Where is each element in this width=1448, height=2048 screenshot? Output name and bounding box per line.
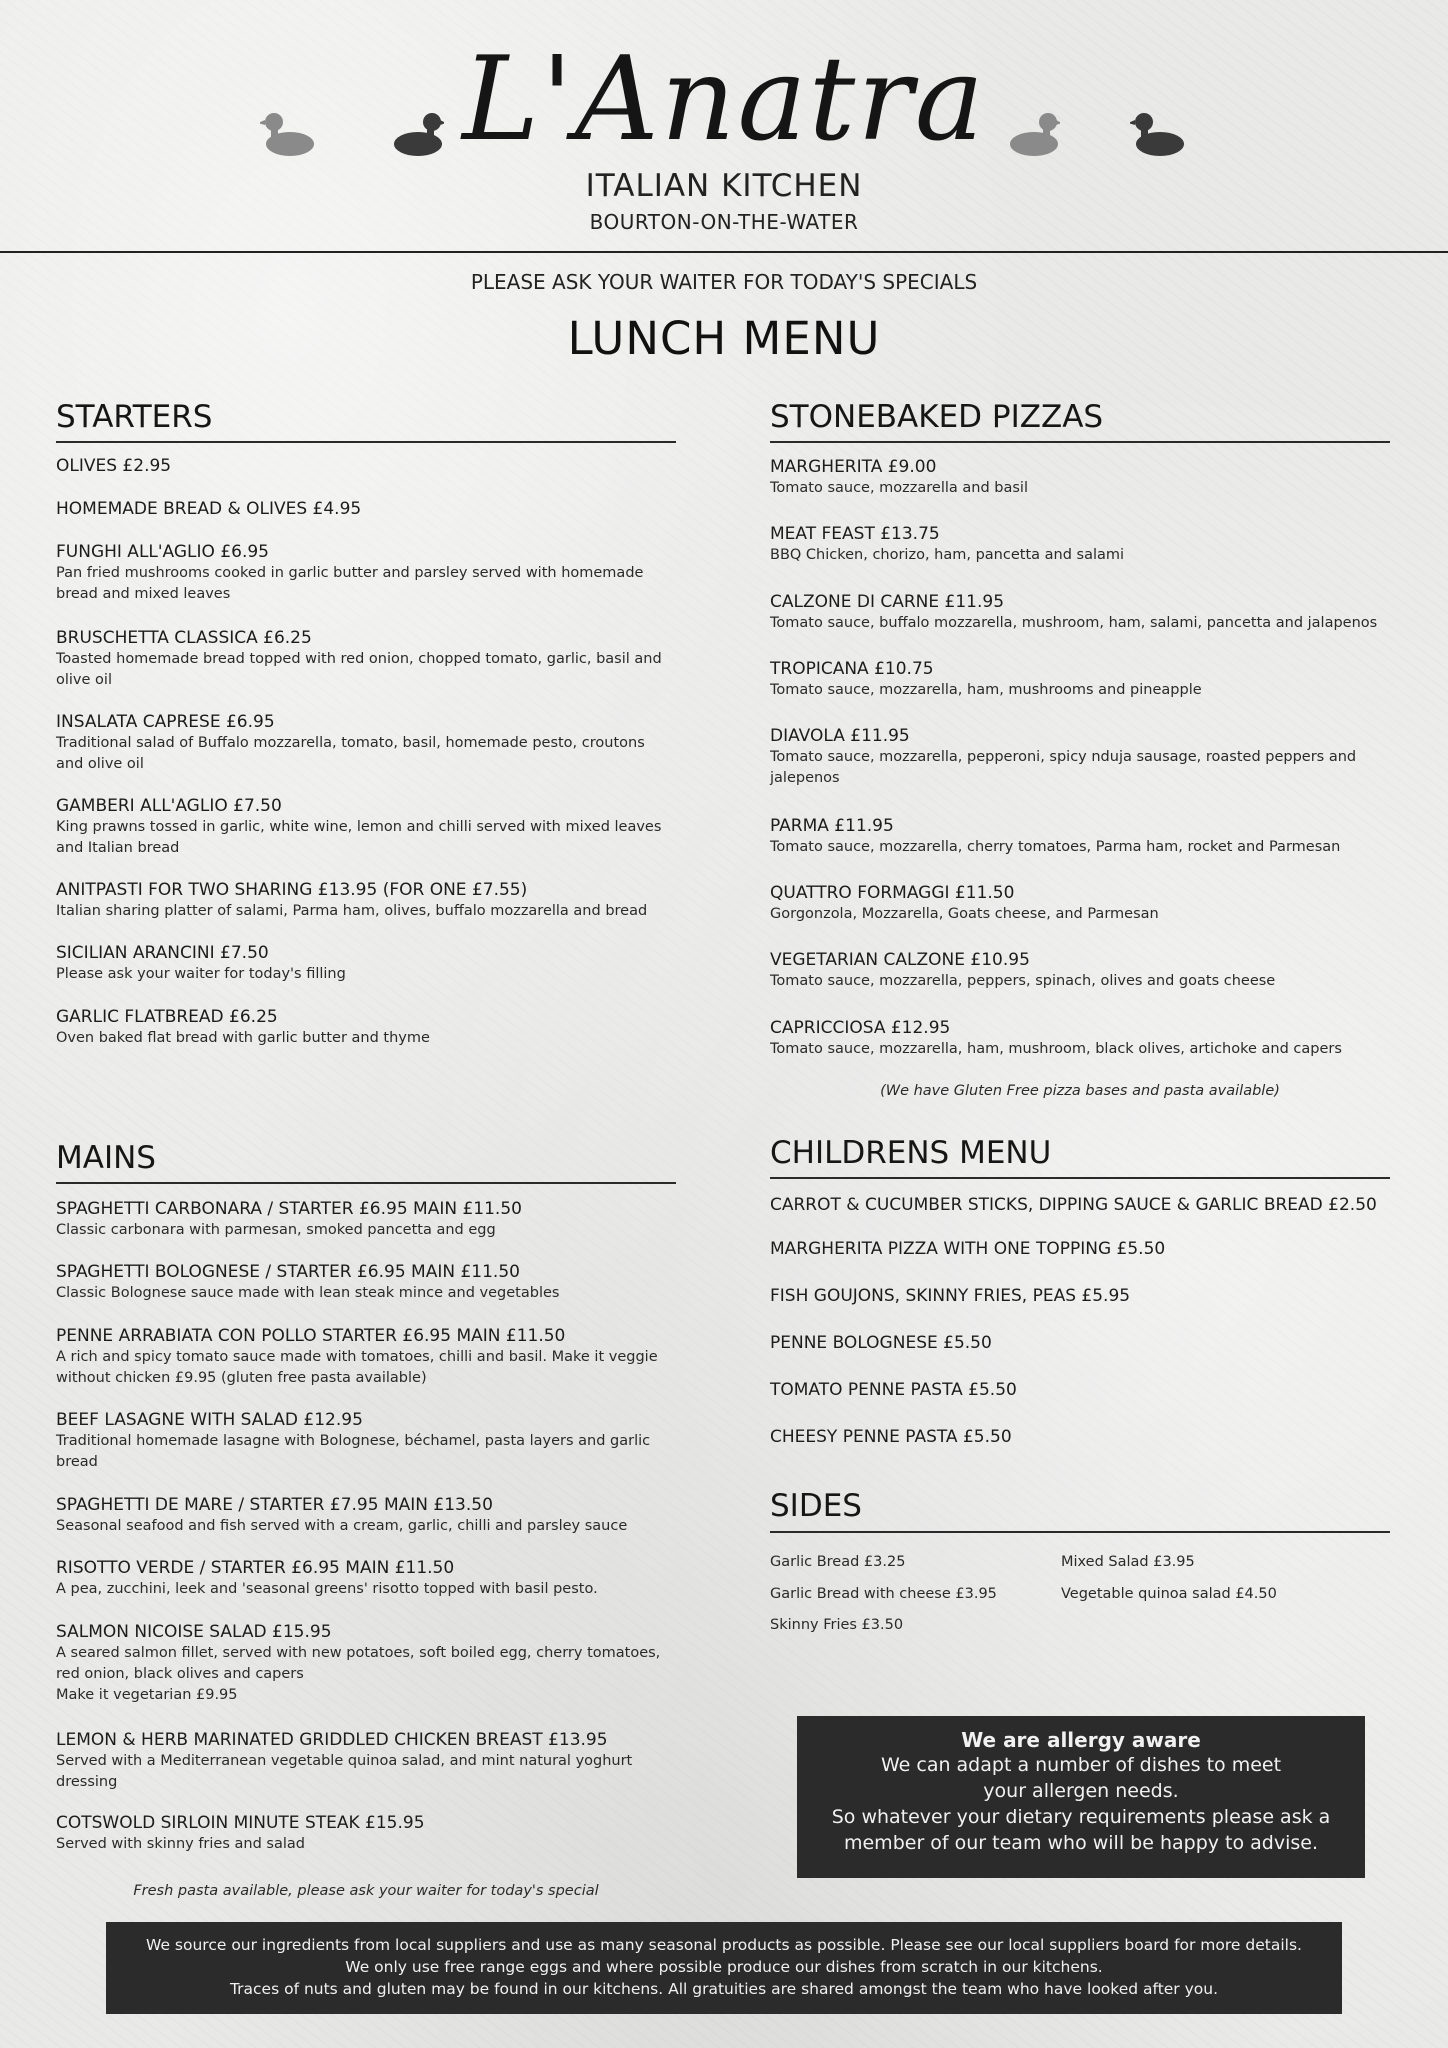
item-name: BRUSCHETTA CLASSICA £6.25 <box>56 628 312 648</box>
item-name: GARLIC FLATBREAD £6.25 <box>56 1007 278 1027</box>
item-name: PENNE ARRABIATA CON POLLO STARTER £6.95 MAIN £11.50 <box>56 1326 566 1346</box>
childrens-item: FISH GOUJONS, SKINNY FRIES, PEAS £5.95 <box>770 1286 1131 1306</box>
childrens-item: CHEESY PENNE PASTA £5.50 <box>770 1427 1012 1447</box>
allergy-title: We are allergy aware <box>961 1728 1201 1752</box>
item-name: INSALATA CAPRESE £6.95 <box>56 712 275 732</box>
starter-item <box>56 942 676 985</box>
side-item: Garlic Bread £3.25 <box>770 1554 906 1570</box>
item-description: Served with a Mediterranean vegetable quinoa salad, and mint natural yoghurt dressing <box>56 1753 633 1790</box>
mains-heading: MAINS <box>56 1140 156 1176</box>
childrens-item: TOMATO PENNE PASTA £5.50 <box>770 1380 1017 1400</box>
main-item <box>56 1261 676 1304</box>
allergy-line: We can adapt a number of dishes to meet <box>880 1754 1282 1776</box>
specials-note: PLEASE ASK YOUR WAITER FOR TODAY'S SPECIALS <box>470 270 978 294</box>
starter-item <box>56 627 676 691</box>
pizza-item <box>770 591 1410 634</box>
childrens-heading: CHILDRENS MENU <box>770 1135 1052 1171</box>
starters-divider <box>56 441 676 443</box>
pizza-item <box>770 523 1390 566</box>
pizzas-divider <box>770 441 1390 443</box>
item-name: SPAGHETTI DE MARE / STARTER £7.95 MAIN £13.50 <box>56 1495 493 1515</box>
pizza-item <box>770 456 1390 499</box>
restaurant-subtitle: ITALIAN KITCHEN <box>585 168 863 204</box>
item-description: BBQ Chicken, chorizo, ham, pancetta and salami <box>770 547 1125 563</box>
childrens-divider <box>770 1177 1390 1179</box>
pizza-item <box>770 815 1390 858</box>
mains-divider <box>56 1182 676 1184</box>
allergy-line: member of our team who will be happy to advise. <box>843 1832 1319 1854</box>
restaurant-logo: L'Anatra <box>462 32 986 167</box>
item-name: SPAGHETTI CARBONARA / STARTER £6.95 MAIN £11.50 <box>56 1199 522 1219</box>
childrens-item: CARROT & CUCUMBER STICKS, DIPPING SAUCE & GARLIC BREAD £2.50 <box>770 1195 1377 1215</box>
main-item <box>56 1621 686 1706</box>
allergy-line: your allergen needs. <box>983 1780 1179 1802</box>
starter-item <box>56 541 676 605</box>
starter-item <box>56 498 676 520</box>
item-name: GAMBERI ALL'AGLIO £7.50 <box>56 796 282 816</box>
pizza-item <box>770 658 1390 701</box>
item-name: HOMEMADE BREAD & OLIVES £4.95 <box>56 499 362 519</box>
fresh-pasta-note: Fresh pasta available, please ask your waiter for today's special <box>133 1883 599 1899</box>
item-name: DIAVOLA £11.95 <box>770 726 910 746</box>
pizzas-heading: STONEBAKED PIZZAS <box>770 399 1104 435</box>
item-description: A pea, zucchini, leek and 'seasonal greens' risotto topped with basil pesto. <box>56 1581 598 1597</box>
item-name: TROPICANA £10.75 <box>770 659 934 679</box>
pizza-item <box>770 882 1390 925</box>
item-description: Classic carbonara with parmesan, smoked pancetta and egg <box>56 1222 496 1238</box>
item-name: QUATTRO FORMAGGI £11.50 <box>770 883 1015 903</box>
item-description: Tomato sauce, mozzarella, peppers, spinach, olives and goats cheese <box>770 973 1276 989</box>
item-description: Tomato sauce, buffalo mozzarella, mushroom, ham, salami, pancetta and jalapenos <box>770 615 1378 631</box>
item-description: Toasted homemade bread topped with red onion, chopped tomato, garlic, basil and olive oil <box>56 651 662 688</box>
item-description: Pan fried mushrooms cooked in garlic butter and parsley served with homemade bread and mixed leaves <box>56 565 644 602</box>
starter-item <box>56 795 676 859</box>
starter-item <box>56 711 676 775</box>
item-name: MEAT FEAST £13.75 <box>770 524 940 544</box>
item-description: Gorgonzola, Mozzarella, Goats cheese, and Parmesan <box>770 906 1159 922</box>
gluten-free-note: (We have Gluten Free pizza bases and pasta available) <box>880 1083 1280 1099</box>
footer-notice <box>106 1922 1342 2014</box>
header-divider <box>0 251 1448 253</box>
footer-line: We only use free range eggs and where possible produce our dishes from scratch in our kitchens. <box>345 1958 1103 1976</box>
childrens-item: PENNE BOLOGNESE £5.50 <box>770 1333 992 1353</box>
childrens-item: MARGHERITA PIZZA WITH ONE TOPPING £5.50 <box>770 1239 1166 1259</box>
item-description: Tomato sauce, mozzarella, ham, mushrooms and pineapple <box>770 682 1202 698</box>
allergy-line: So whatever your dietary requirements please ask a <box>831 1806 1331 1828</box>
main-item <box>56 1409 676 1473</box>
item-description: Seasonal seafood and fish served with a cream, garlic, chilli and parsley sauce <box>56 1518 628 1534</box>
duck-icon <box>1004 108 1060 158</box>
item-description: Traditional homemade lasagne with Bolognese, béchamel, pasta layers and garlic bread <box>56 1433 651 1470</box>
item-name: LEMON & HERB MARINATED GRIDDLED CHICKEN BREAST £13.95 <box>56 1730 608 1750</box>
starter-item <box>56 879 676 922</box>
item-name: SICILIAN ARANCINI £7.50 <box>56 943 269 963</box>
duck-icon <box>260 108 316 158</box>
item-description: Make it vegetarian £9.95 <box>56 1687 238 1703</box>
item-description: Tomato sauce, mozzarella, pepperoni, spicy nduja sausage, roasted peppers and jalepenos <box>770 749 1357 786</box>
side-item: Mixed Salad £3.95 <box>1061 1554 1195 1570</box>
item-name: COTSWOLD SIRLOIN MINUTE STEAK £15.95 <box>56 1813 425 1833</box>
item-description: Tomato sauce, mozzarella, cherry tomatoes, Parma ham, rocket and Parmesan <box>770 839 1341 855</box>
main-item <box>56 1812 676 1855</box>
item-name: MARGHERITA £9.00 <box>770 457 937 477</box>
item-name: PARMA £11.95 <box>770 816 894 836</box>
main-item <box>56 1325 676 1389</box>
pizza-item <box>770 1017 1390 1060</box>
main-item <box>56 1198 676 1241</box>
item-description: Traditional salad of Buffalo mozzarella, tomato, basil, homemade pesto, croutons and olive oil <box>56 735 645 772</box>
item-name: SALMON NICOISE SALAD £15.95 <box>56 1622 332 1642</box>
footer-line: Traces of nuts and gluten may be found in our kitchens. All gratuities are shared amongst the team who have looked after you. <box>229 1980 1219 1998</box>
sides-heading: SIDES <box>770 1488 862 1524</box>
item-description: Oven baked flat bread with garlic butter and thyme <box>56 1030 430 1046</box>
item-name: OLIVES £2.95 <box>56 456 172 476</box>
pizza-item <box>770 949 1390 992</box>
main-item <box>56 1557 676 1600</box>
item-description: Please ask your waiter for today's filling <box>56 966 346 982</box>
restaurant-location: BOURTON-ON-THE-WATER <box>589 210 859 234</box>
item-description: Italian sharing platter of salami, Parma ham, olives, buffalo mozzarella and bread <box>56 903 648 919</box>
side-item: Skinny Fries £3.50 <box>770 1617 904 1633</box>
item-name: VEGETARIAN CALZONE £10.95 <box>770 950 1030 970</box>
side-item: Garlic Bread with cheese £3.95 <box>770 1586 997 1602</box>
item-description: Tomato sauce, mozzarella, ham, mushroom, black olives, artichoke and capers <box>770 1041 1342 1057</box>
item-name: RISOTTO VERDE / STARTER £6.95 MAIN £11.50 <box>56 1558 455 1578</box>
main-item <box>56 1494 676 1537</box>
starters-heading: STARTERS <box>56 399 213 435</box>
item-description: Tomato sauce, mozzarella and basil <box>770 480 1028 496</box>
duck-icon <box>388 108 444 158</box>
main-item <box>56 1729 676 1793</box>
item-name: FUNGHI ALL'AGLIO £6.95 <box>56 542 269 562</box>
footer-line: We source our ingredients from local suppliers and use as many seasonal products as possible. Please see our local suppliers board for more details. <box>146 1936 1302 1954</box>
starter-item <box>56 455 676 477</box>
item-name: BEEF LASAGNE WITH SALAD £12.95 <box>56 1410 363 1430</box>
item-description: King prawns tossed in garlic, white wine, lemon and chilli served with mixed leaves and Italian bread <box>56 819 662 856</box>
allergy-notice <box>797 1716 1365 1878</box>
sides-divider <box>770 1531 1390 1533</box>
pizza-item <box>770 725 1390 789</box>
menu-title: LUNCH MENU <box>567 312 881 365</box>
starter-item <box>56 1006 676 1049</box>
duck-icon <box>1130 108 1186 158</box>
item-description: Classic Bolognese sauce made with lean steak mince and vegetables <box>56 1285 560 1301</box>
item-name: CAPRICCIOSA £12.95 <box>770 1018 951 1038</box>
item-description: Served with skinny fries and salad <box>56 1836 305 1852</box>
item-description: A seared salmon fillet, served with new potatoes, soft boiled egg, cherry tomatoes, red onion, black olives and capers <box>56 1645 661 1682</box>
item-name: SPAGHETTI BOLOGNESE / STARTER £6.95 MAIN £11.50 <box>56 1262 520 1282</box>
side-item: Vegetable quinoa salad £4.50 <box>1061 1586 1277 1602</box>
item-name: ANITPASTI FOR TWO SHARING £13.95 (FOR ONE £7.55) <box>56 880 528 900</box>
item-name: CALZONE DI CARNE £11.95 <box>770 592 1005 612</box>
item-description: A rich and spicy tomato sauce made with tomatoes, chilli and basil. Make it veggie without chicken £9.95 (gluten free pasta available) <box>56 1349 658 1386</box>
